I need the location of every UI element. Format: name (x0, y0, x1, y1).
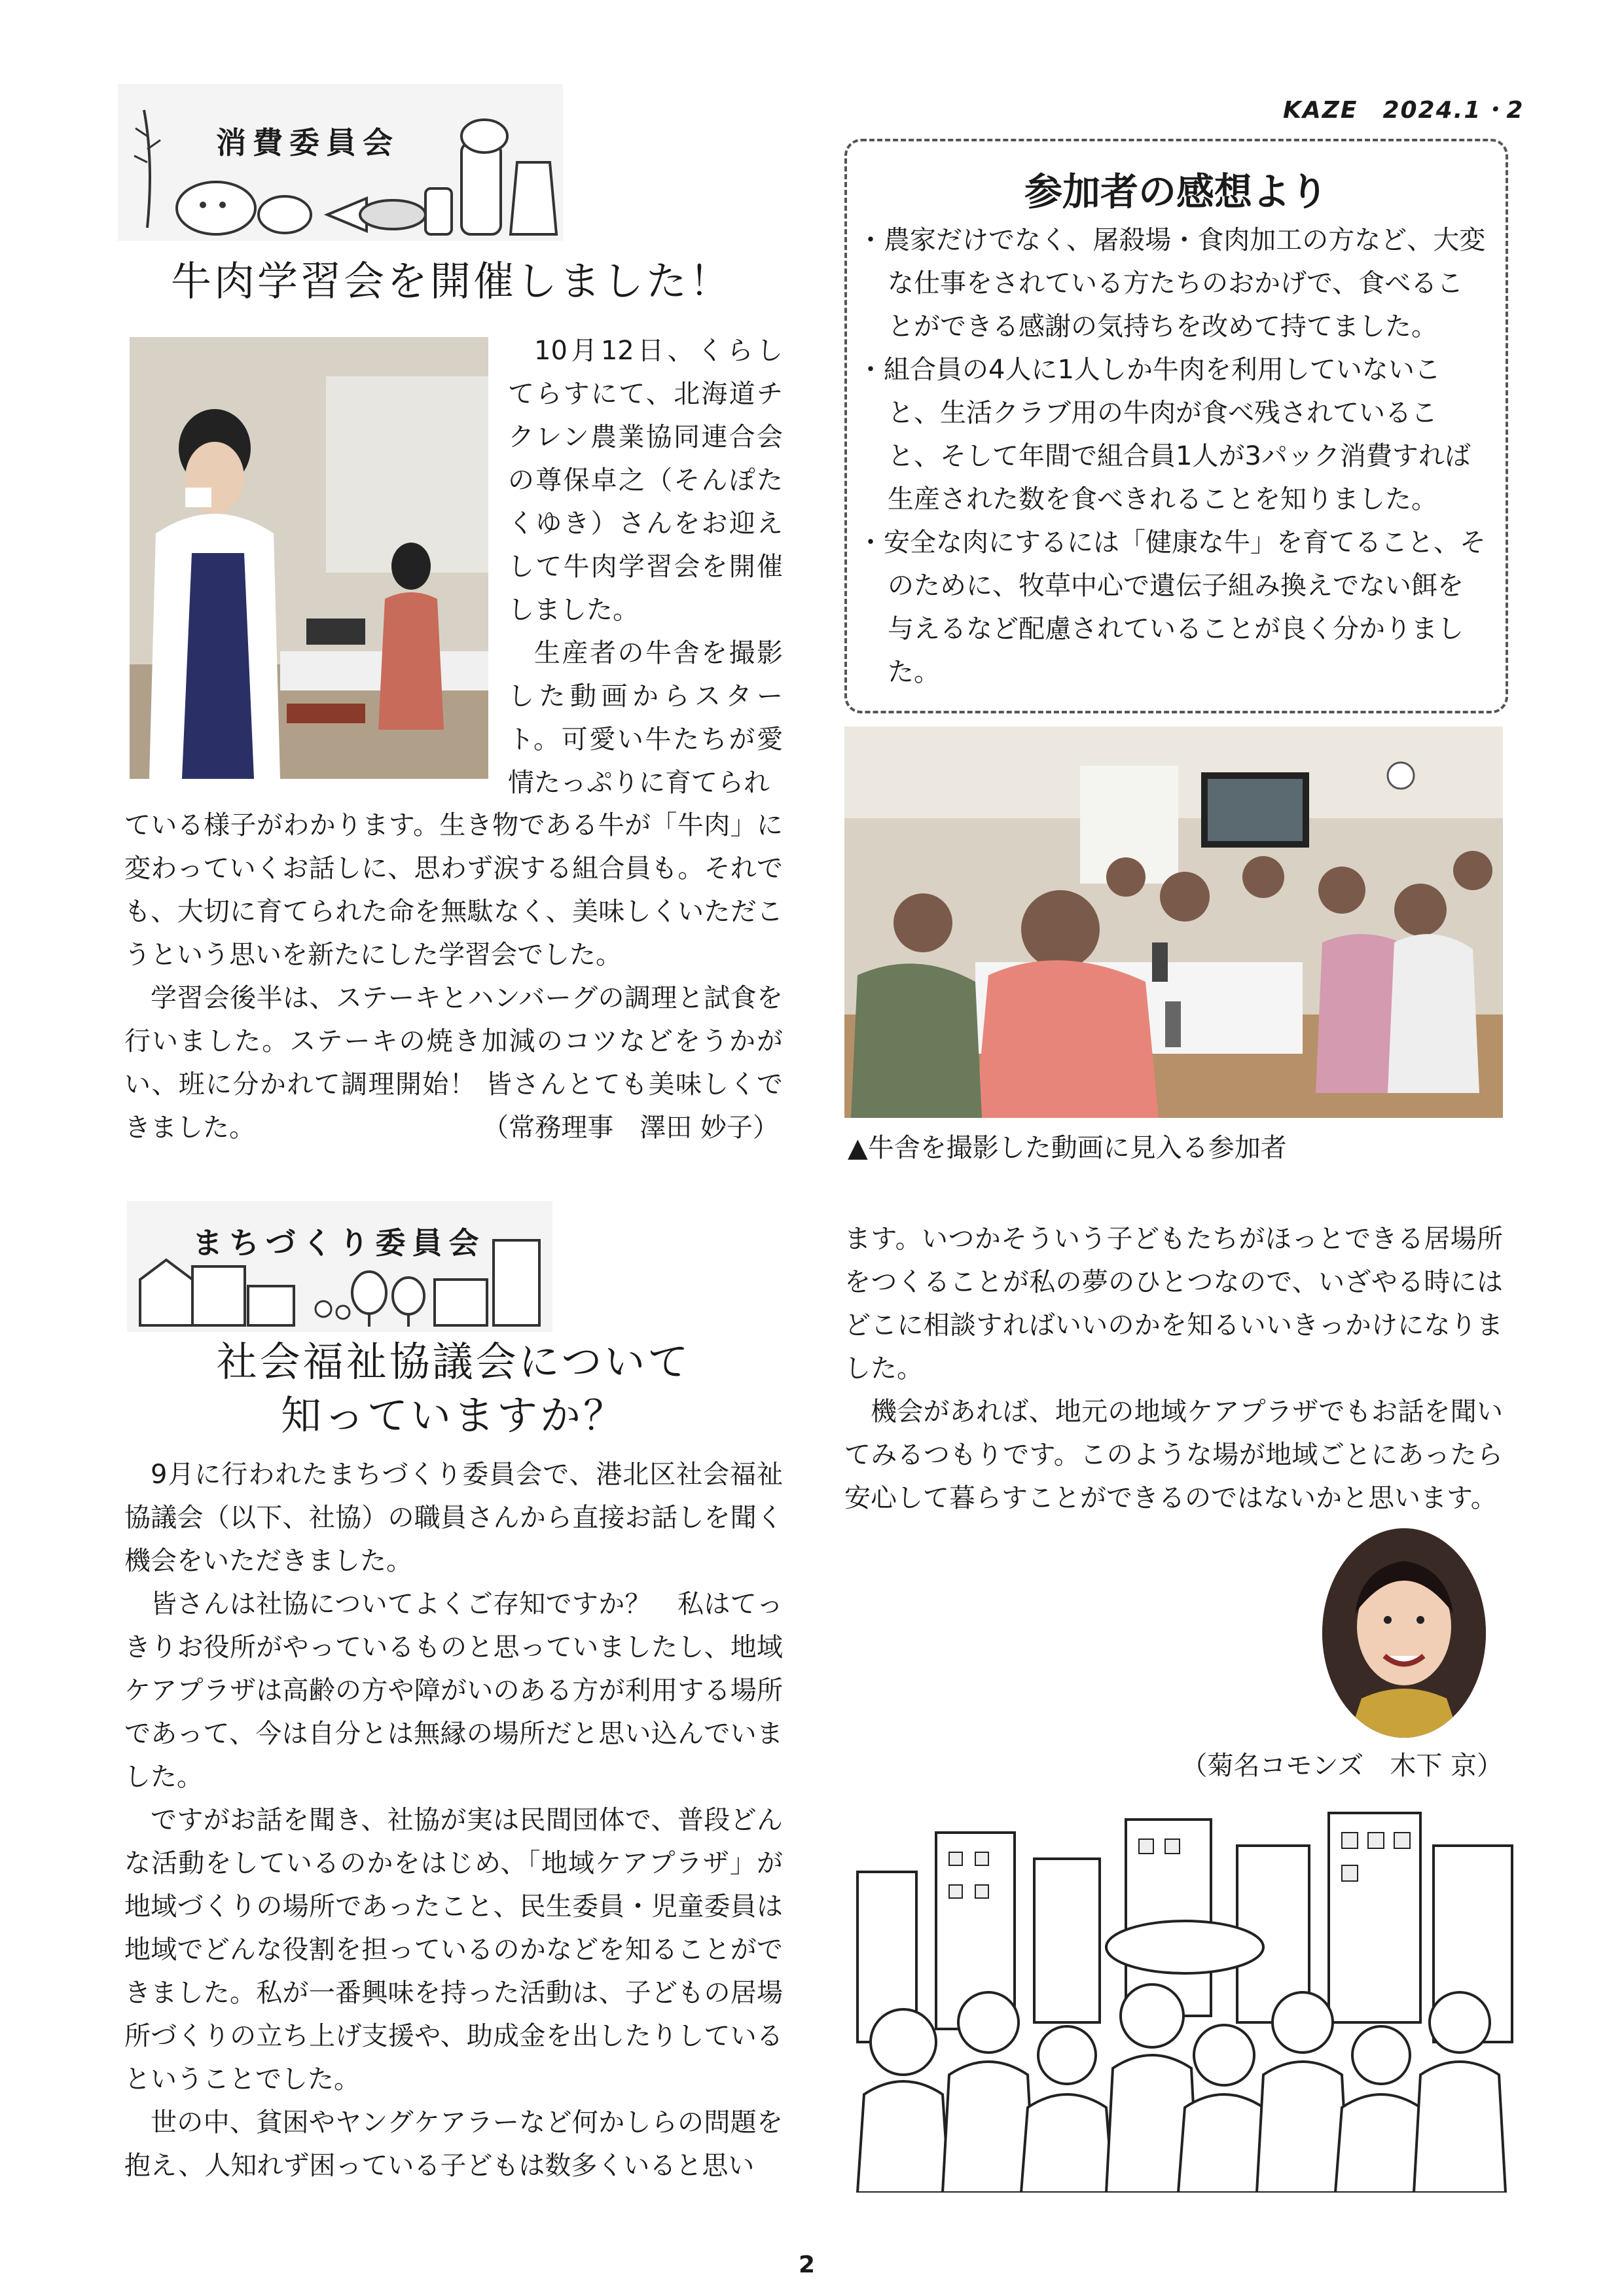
portrait-illustration (1322, 1528, 1486, 1738)
consumer-committee-banner (118, 84, 563, 241)
social-welfare-body-left (124, 1453, 783, 2187)
issue-header: KAZE 2024.1・2 (1283, 97, 1525, 124)
impression-item: ・農家だけでなく、屠殺場・食肉加工の方など、大変な仕事をされている方たちのおかげで、食べることができる感謝の気持ちを改めて持てました。 (857, 225, 1486, 342)
page-number: 2 (799, 2251, 816, 2278)
seminar-video-paragraph: 生産者の牛舎を撮影した動画からスタート。可愛い牛たちが愛情たっぷりに育てられ (508, 638, 783, 798)
impressions-list (857, 219, 1486, 694)
speaker-photo-illustration (130, 337, 488, 779)
community-illustration-drawing (844, 1806, 1525, 2193)
seminar-cooking-paragraph: 学習会後半は、ステーキとハンバーグの調理と試食を行いました。ステーキの焼き加減のコツなどをうかがい、班に分かれて調理開始！ 皆さんとても美味しくできました。 (124, 983, 783, 1143)
community-illustration (844, 1806, 1525, 2193)
social-welfare-title (124, 1335, 783, 1443)
town-committee-title: まちづくり委員会 (192, 1225, 486, 1261)
impressions-title: 参加者の感想より (1024, 170, 1328, 214)
beef-seminar-title: 牛肉学習会を開催しました！ (170, 257, 732, 305)
social-welfare-paragraph: ですがお話を聞き、社協が実は民間団体で、普段どんな活動をしているのかをはじめ、「地域ケアプラザ」が地域づくりの場所であったこと、民生委員・児童委員は地域でどんな役割を担っているのかなどを知ることができました。私が一番興味を持った活動は、子どもの居場所づくりの立ち上げ支援や、助成金を出したりしているということでした。 (124, 1805, 783, 2094)
town-signature: （菊名コモンズ 木下 京） (1181, 1751, 1503, 1781)
social-welfare-paragraph: ます。いつかそういう子どもたちがほっとできる居場所をつくることが私の夢のひとつなので、いざやる時にはどこに相談すればいいのかを知るいいきっかけになりました。 (844, 1224, 1503, 1384)
social-welfare-title-line1: 社会福祉協議会について (216, 1338, 691, 1386)
seminar-continued-paragraph: ている様子がわかります。生き物である牛が「牛肉」に変わっていくお話しに、思わず涙する組合員も。それでも、大切に育てられた命を無駄なく、美味しくいただこうという思いを新たにした学習会でした。 (124, 810, 783, 970)
seminar-signature: （常務理事 澤田 妙子） (482, 1113, 779, 1143)
seminar-body-text (124, 804, 783, 1149)
social-welfare-paragraph: 9月に行われたまちづくり委員会で、港北区社会福祉協議会（以下、社協）の職員さんから直接お話しを聞く機会をいただきました。 (124, 1460, 783, 1576)
social-welfare-paragraph: 世の中、貧困やヤングケアラーなど何かしらの問題を抱え、人知れず困っている子どもは数多くいると思い (124, 2108, 783, 2181)
social-welfare-paragraph: 皆さんは社協についてよくご存知ですか？ 私はてっきりお役所がやっているものと思っていましたし、地域ケアプラザは高齢の方や障がいのある方が利用する場所であって、今は自分とは無縁の場所だと思い込んでいました。 (124, 1589, 783, 1792)
social-welfare-body-right (844, 1217, 1503, 1520)
seminar-intro-text (508, 329, 783, 804)
participants-photo-caption: ▲牛舎を撮影した動画に見入る参加者 (848, 1133, 1287, 1163)
food-illustration (118, 84, 563, 241)
author-portrait (1322, 1528, 1486, 1738)
town-committee-banner (127, 1201, 552, 1332)
impression-item: ・安全な肉にするには「健康な牛」を育てること、そのために、牧草中心で遺伝子組み換えでない餌を与えるなど配慮されていることが良く分かりました。 (857, 528, 1486, 687)
seminar-intro-paragraph: 10月12日、くらしてらすにて、北海道チクレン農業協同連合会の尊保卓之（そんぽたくゆき）さんをお迎えして牛肉学習会を開催しました。 (508, 336, 783, 625)
social-welfare-paragraph: 機会があれば、地元の地域ケアプラザでもお話を聞いてみるつもりです。このような場が地域ごとにあったら安心して暮らすことができるのではないかと思います。 (844, 1397, 1503, 1513)
participants-photo-illustration (844, 726, 1503, 1118)
seminar-speaker-photo (130, 337, 488, 779)
social-welfare-title-line2: 知っていますか？ (280, 1391, 626, 1439)
impression-item: ・組合員の4人に1人しか牛肉を利用していないこと、生活クラブ用の牛肉が食べ残されていること、そして年間で組合員1人が3パック消費すれば生産された数を食べきれることを知りました。 (857, 355, 1471, 514)
impressions-box (844, 139, 1508, 713)
participants-photo (844, 726, 1503, 1118)
consumer-committee-title: 消費委員会 (216, 125, 399, 160)
